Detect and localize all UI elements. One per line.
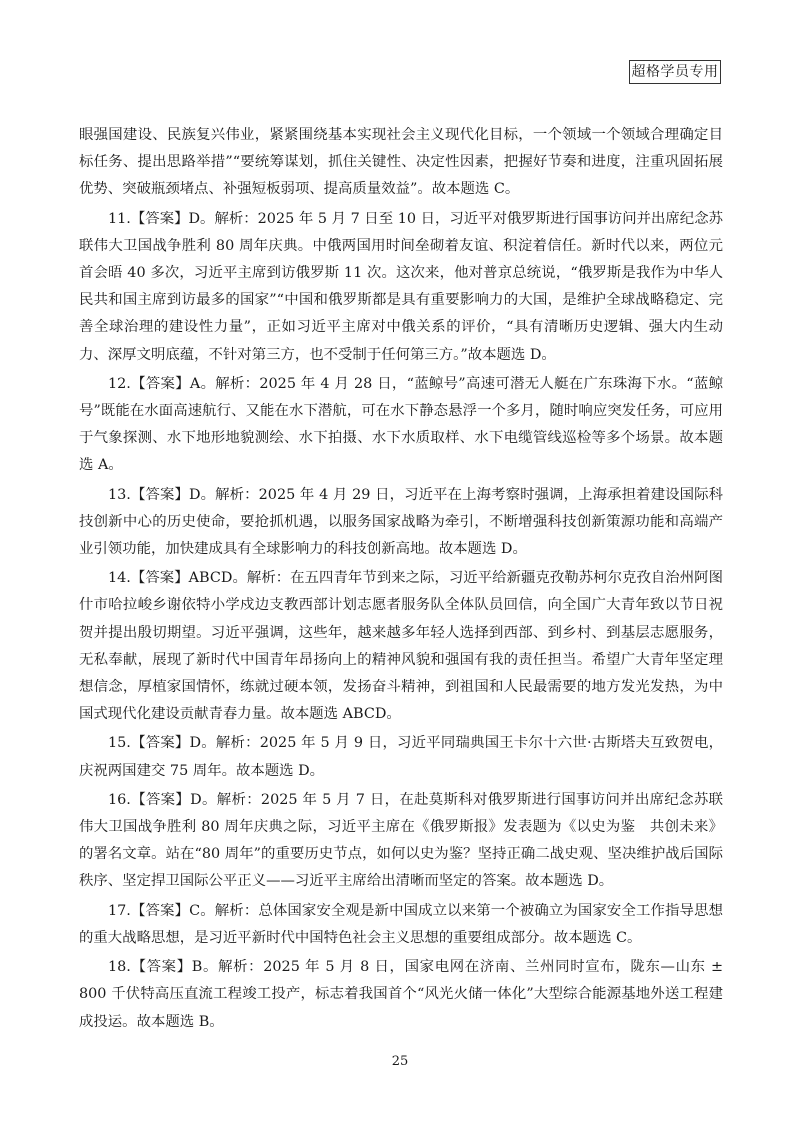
- page-number: 25: [391, 1054, 409, 1069]
- answer-15: 15.【答案】D。解析：2025 年 5 月 9 日，习近平同瑞典国王卡尔十六世·古斯塔夫互致贺电，庆祝两国建交 75 周年。故本题选 D。: [79, 735, 723, 779]
- answer-14: 14.【答案】ABCD。解析：在五四青年节到来之际，习近平给新疆克孜勒苏柯尔克孜自治州阿图什市哈拉峻乡谢依特小学戍边支教西部计划志愿者服务队全体队员回信，向全国广大青年致以节日祝贺并提出殷切期望。习近平强调，这些年，越来越多年轻人选择到西部、到乡村、到基层志愿服务，无私奉献，展现了新时代中国青年昂扬向上的精神风貌和强国有我的责任担当。希望广大青年坚定理想信念，厚植家国情怀，练就过硬本领，发扬奋斗精神，到祖国和人民最需要的地方发光发热，为中国式现代化建设贡献青春力量。故本题选 ABCD。: [79, 570, 723, 723]
- answer-12: 12.【答案】A。解析：2025 年 4 月 28 日，“蓝鲸号”高速可潜无人艇在广东珠海下水。“蓝鲸号”既能在水面高速航行、又能在水下潜航，可在水下静态悬浮一个多月，随时响应突发任务，可应用于气象探测、水下地形地貌测绘、水下拍摄、水下水质取样、水下电缆管线巡检等多个场景。故本题选 A。: [79, 375, 723, 474]
- answer-13: 13.【答案】D。解析：2025 年 4 月 29 日，习近平在上海考察时强调，上海承担着建设国际科技创新中心的历史使命，要抢抓机遇，以服务国家战略为牵引，不断增强科技创新策源功能和高端产业引领功能，加快建成具有全球影响力的科技创新高地。故本题选 D。: [79, 486, 723, 558]
- answer-11: 11.【答案】D。解析：2025 年 5 月 7 日至 10 日，习近平对俄罗斯进行国事访问并出席纪念苏联伟大卫国战争胜利 80 周年庆典。中俄两国用时间垒砌着友谊、积淀着信任。新时代以来，两位元首会晤 40 多次，习近平主席到访俄罗斯 11 次。这次来，他对普京总统说，“俄罗斯是我作为中华人民共和国主席到访最多的国家”“中国和俄罗斯都是具有重要影响力的大国，是维护全球战略稳定、完善全球治理的建设性力量”，正如习近平主席对中俄关系的评价，“具有清晰历史逻辑、强大内生动力、深厚文明底蕴，不针对第三方，也不受制于任何第三方。”故本题选 D。: [79, 210, 723, 363]
- answer-18: 18.【答案】B。解析：2025 年 5 月 8 日，国家电网在济南、兰州同时宣布，陇东—山东 ± 800 千伏特高压直流工程竣工投产，标志着我国首个“风光火储一体化”大型综合能源基地外送工程建成投运。故本题选 B。: [79, 959, 723, 1030]
- exclusive-badge: 超格学员专用: [629, 60, 721, 84]
- answer-17: 17.【答案】C。解析：总体国家安全观是新中国成立以来第一个被确立为国家安全工作指导思想的重大战略思想，是习近平新时代中国特色社会主义思想的重要组成部分。故本题选 C。: [79, 902, 723, 946]
- answer-16: 16.【答案】D。解析：2025 年 5 月 7 日，在赴莫斯科对俄罗斯进行国事访问并出席纪念苏联伟大卫国战争胜利 80 周年庆典之际，习近平主席在《俄罗斯报》发表题为《以史为鉴 共创未来》的署名文章。站在“80 周年”的重要历史节点，如何以史为鉴？坚持正确二战史观、坚决维护战后国际秩序、坚定捍卫国际公平正义——习近平主席给出清晰而坚定的答案。故本题选 D。: [79, 791, 723, 890]
- answer-content: [79, 122, 723, 1038]
- continued-paragraph: 眼强国建设、民族复兴伟业，紧紧围绕基本实现社会主义现代化目标，一个领域一个领域合理确定目标任务、提出思路举措”“要统筹谋划，抓住关键性、决定性因素，把握好节奏和进度，注重巩固拓展优势、突破瓶颈堵点、补强短板弱项、提高质量效益”。故本题选 C。: [79, 127, 723, 198]
